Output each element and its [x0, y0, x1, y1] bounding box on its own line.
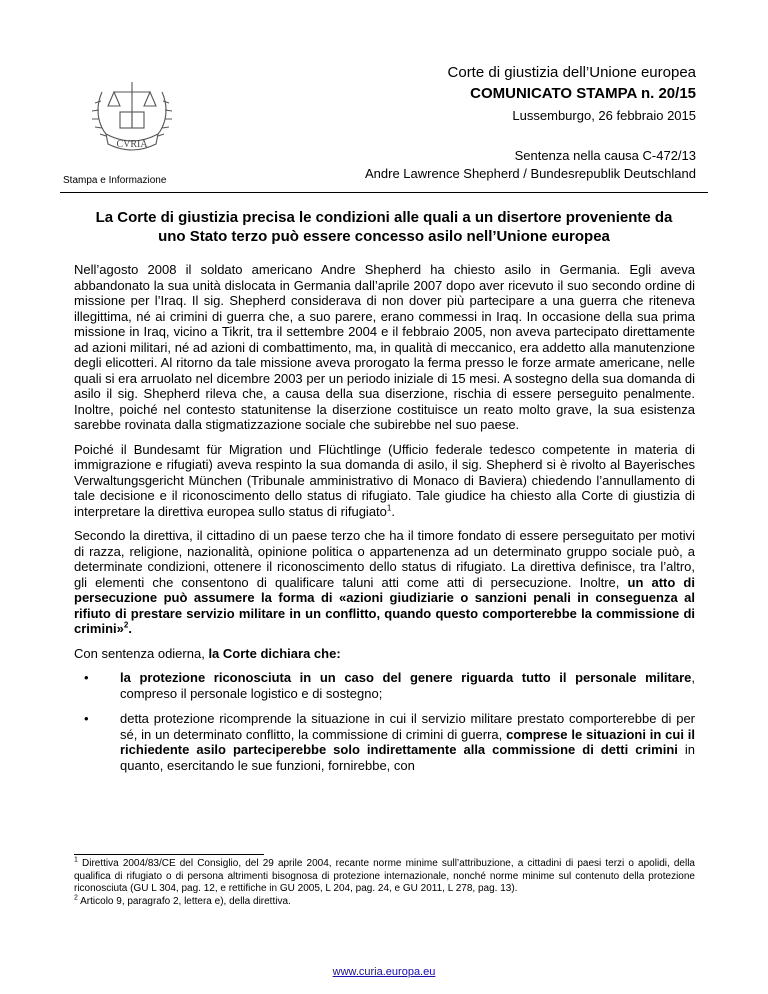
press-release-title: COMUNICATO STAMPA n. 20/15: [470, 85, 696, 102]
bullet-icon: •: [84, 711, 89, 726]
headline-line-1: La Corte di giustizia precisa le condizioni alle quali a un disertore proveniente da: [95, 209, 673, 226]
footnote-ref-2[interactable]: 2: [123, 620, 129, 630]
bullet-1-text: , compreso il personale logistico e di sostegno;: [120, 670, 695, 701]
footnote-2-number: 2: [74, 894, 78, 902]
ruling-list: [74, 670, 695, 773]
paragraph-3-bold: un atto di persecuzione può assumere la forma di «azioni giudiziarie o sanzioni penali in conseguenza al rifiuto di prestare servizio militare in un conflitto, quando questo comporterebbe la commissione di crimini»: [74, 574, 695, 636]
bullet-icon: •: [84, 670, 89, 685]
paragraph-3: [74, 528, 695, 637]
paragraph-3-text: Secondo la direttiva, il cittadino di un paese terzo che ha il timore fondato di essere perseguitato per motivi di razza, religione, nazionalità, opinione politica o appartenenza ad un determinato gruppo sociale può, a determinate condizioni, ottenere il riconoscimento dello status di rifugiato. La direttiva definisce, tra l’altro, gli elementi che consentono di qualificare taluni atti come atti di persecuzione. Inoltre,: [74, 528, 695, 590]
headline: [60, 208, 708, 246]
footnote-ref-1[interactable]: 1: [386, 503, 392, 513]
paragraph-2-end: .: [391, 503, 395, 519]
bullet-1-bold: la protezione riconosciuta in un caso del genere riguarda tutto il personale militare: [120, 670, 692, 685]
place-date: Lussemburgo, 26 febbraio 2015: [512, 108, 696, 123]
department-label: Stampa e Informazione: [63, 175, 167, 186]
footnote-1-text: Direttiva 2004/83/CE del Consiglio, del 29 aprile 2004, recante norme minime sull’attribuzione, a cittadini di paesi terzi o apolidi, della qualifica di rifugiato o di persona altrimenti bisognosa di protezione internazionale, nonché norme minime sul contenuto della protezione riconosciuta (GU L 304, pag. 12, e rettifiche in GU 2005, L 204, pag. 24, e GU 2011, L 278, pag. 13).: [74, 858, 695, 894]
header-divider: [60, 192, 708, 193]
paragraph-4: [74, 646, 695, 662]
logo-text: CVRIA: [116, 139, 148, 150]
footnotes: [74, 858, 695, 908]
footnote-divider: [74, 854, 264, 855]
bullet-2-text: detta protezione ricomprende la situazione in cui il servizio militare prestato comporterebbe di per sé, in un determinato conflitto, la commissione di crimini di guerra,: [120, 711, 695, 742]
paragraph-3-end: .: [128, 621, 132, 636]
paragraph-1: Nell’agosto 2008 il soldato americano Andre Shepherd ha chiesto asilo in Germania. Egli aveva abbandonato la sua unità dislocata in Germania dall’aprile 2007 dopo aver ricevuto il suo secondo ordine di missione per l’Iraq. Il sig. Shepherd considerava di non dover più partecipare a una guerra che riteneva illegittima, né ai crimini di guerra che, a suo parere, erano commessi in Iraq. In occasione della sua prima missione in Iraq, vicino a Tikrit, tra il settembre 2004 e il febbraio 2005, non aveva partecipato direttamente ad azioni militari, né ad azioni di combattimento, ma, in qualità di meccanico, era addetto alla manutenzione degli elicotteri. Al ritorno da tale missione aveva prorogato la ferma presso le forze armate americane, nelle quali si era arruolato nel dicembre 2003 per un periodo iniziale di 15 mesi. A sostegno della sua domanda di asilo il sig. Shepherd rileva che, a causa della sua diserzione, rischia di essere perseguito penalmente. Inoltre, poiché nel contesto statunitense la diserzione costituisce un reato molto grave, la sua esistenza sarebbe rovinata dalla stigmatizzazione sociale che subirebbe nel suo paese.: [74, 262, 695, 432]
curia-website-link[interactable]: www.curia.europa.eu: [332, 966, 436, 978]
body-text: [74, 262, 695, 783]
footnote-2: [74, 896, 695, 909]
curia-logo: [84, 72, 180, 158]
case-parties: Andre Lawrence Shepherd / Bundesrepublik Deutschland: [365, 166, 696, 181]
court-name: Corte di giustizia dell’Unione europea: [447, 64, 696, 81]
footnote-1: [74, 858, 695, 896]
headline-line-2: uno Stato terzo può essere concesso asilo nell’Unione europea: [158, 228, 610, 245]
paragraph-2-text: Poiché il Bundesamt für Migration und Flüchtlinge (Ufficio federale tedesco competente in materia di immigrazione e rifugiati) aveva respinto la sua domanda di asilo, il sig. Shepherd si è rivolto al Bayerisches Verwaltungsgericht München (Tribunale amministrativo di Monaco di Baviera) chiedendo l’annullamento di tale decisione e il riconoscimento dello status di rifugiato. Tale giudice ha chiesto alla Corte di giustizia di interpretare la direttiva europea sullo status di rifugiato: [74, 441, 695, 519]
paragraph-4-text: Con sentenza odierna,: [74, 645, 209, 661]
bullet-2-bold: comprese le situazioni in cui il richiedente asilo parteciperebbe solo indirettamente alla commissione di detti crimini: [120, 726, 695, 757]
list-item: [74, 670, 695, 701]
list-item: [74, 711, 695, 773]
footnote-1-number: 1: [74, 856, 78, 864]
paragraph-4-bold: la Corte dichiara che:: [208, 645, 341, 661]
footer: [0, 966, 768, 978]
footnote-2-text: Articolo 9, paragrafo 2, lettera e), della direttiva.: [77, 895, 291, 907]
case-number: Sentenza nella causa C-472/13: [514, 148, 696, 163]
bullet-2-rest: in quanto, esercitando le sue funzioni, fornirebbe, con: [120, 742, 695, 773]
paragraph-2: [74, 442, 695, 520]
